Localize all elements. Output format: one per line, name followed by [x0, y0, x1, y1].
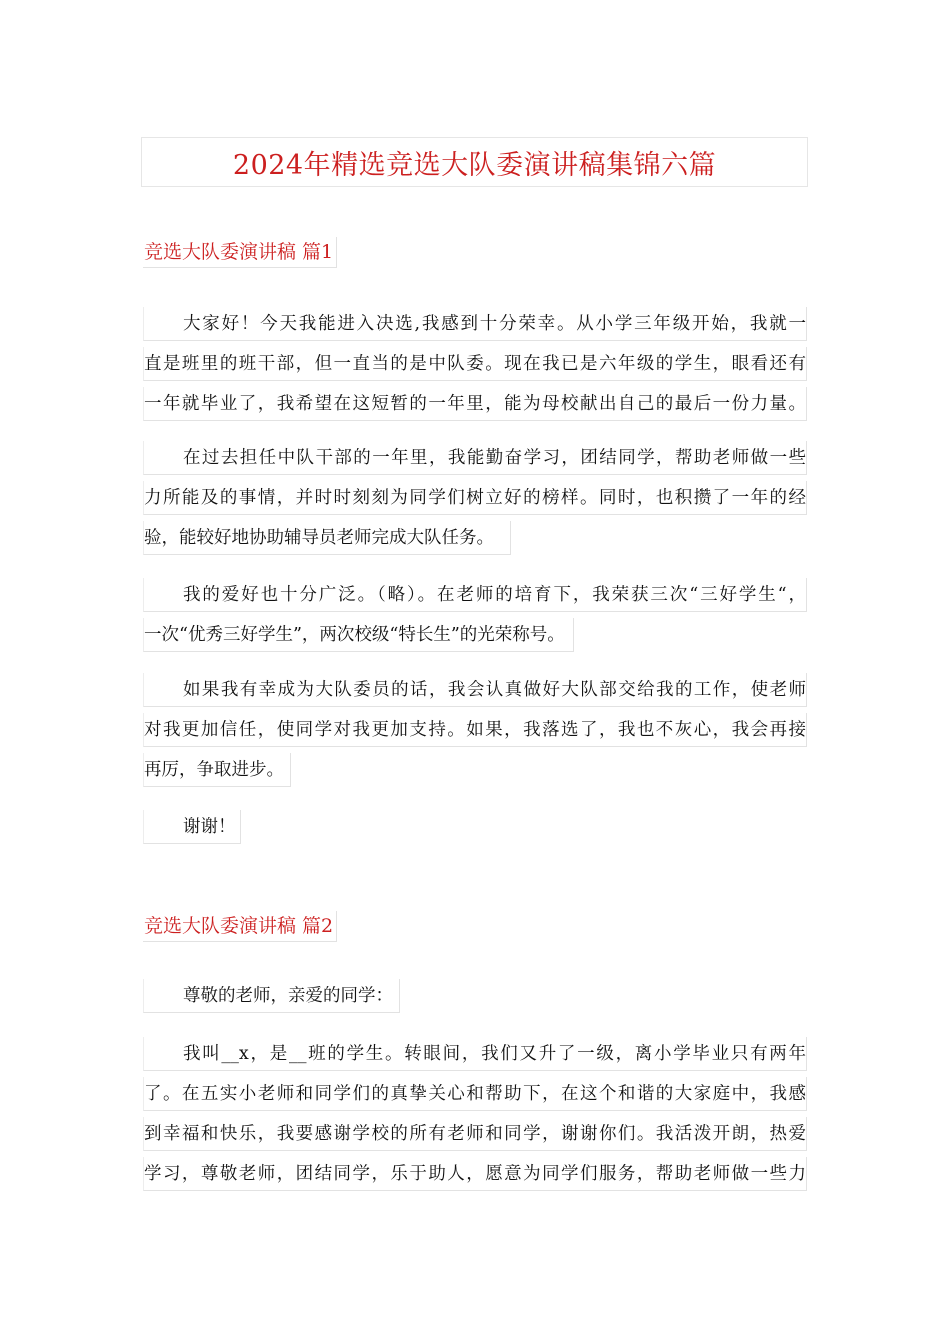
- paragraph: [143, 578, 807, 662]
- text-line: 一年就毕业了，我希望在这短暂的一年里，能为母校献出自己的最后一份力量。: [143, 387, 807, 421]
- section-heading: 竞选大队委演讲稿 篇1: [143, 237, 337, 268]
- text-line: 直是班里的班干部，但一直当的是中队委。现在我已是六年级的学生，眼看还有: [143, 347, 807, 381]
- text-line: 尊敬的老师，亲爱的同学：: [143, 979, 400, 1013]
- text-line: 我的爱好也十分广泛。（略）。在老师的培育下，我荣获三次“三好学生“，: [143, 578, 807, 612]
- paragraph: [143, 673, 807, 797]
- section-heading: 竞选大队委演讲稿 篇2: [143, 911, 337, 942]
- paragraph: [143, 441, 807, 565]
- text-line: 学习，尊敬老师，团结同学，乐于助人，愿意为同学们服务，帮助老师做一些力: [143, 1157, 807, 1191]
- text-line: 到幸福和快乐，我要感谢学校的所有老师和同学，谢谢你们。我活泼开朗，热爱: [143, 1117, 807, 1151]
- paragraph: [143, 1037, 807, 1197]
- text-line: 了。在五实小老师和同学们的真挚关心和帮助下，在这个和谐的大家庭中，我感: [143, 1077, 807, 1111]
- text-line: 对我更加信任，使同学对我更加支持。如果，我落选了，我也不灰心，我会再接: [143, 713, 807, 747]
- paragraph: [143, 307, 807, 427]
- paragraph: [143, 810, 807, 854]
- paragraph: [143, 979, 807, 1023]
- document-title: 2024年精选竞选大队委演讲稿集锦六篇: [232, 149, 717, 181]
- text-line: 一次“优秀三好学生”，两次校级“特长生”的光荣称号。: [143, 618, 574, 652]
- text-line: 验，能较好地协助辅导员老师完成大队任务。: [143, 521, 511, 555]
- text-line: 大家好！今天我能进入决选,我感到十分荣幸。从小学三年级开始，我就一: [143, 307, 807, 341]
- text-line: 再厉，争取进步。: [143, 753, 291, 787]
- text-line: 在过去担任中队干部的一年里，我能勤奋学习，团结同学，帮助老师做一些: [143, 441, 807, 475]
- title-box: [141, 137, 808, 187]
- text-line: 我叫__x，是__班的学生。转眼间，我们又升了一级，离小学毕业只有两年: [143, 1037, 807, 1071]
- text-line: 力所能及的事情，并时时刻刻为同学们树立好的榜样。同时，也积攒了一年的经: [143, 481, 807, 515]
- text-line: 谢谢！: [143, 810, 241, 844]
- text-line: 如果我有幸成为大队委员的话，我会认真做好大队部交给我的工作，使老师: [143, 673, 807, 707]
